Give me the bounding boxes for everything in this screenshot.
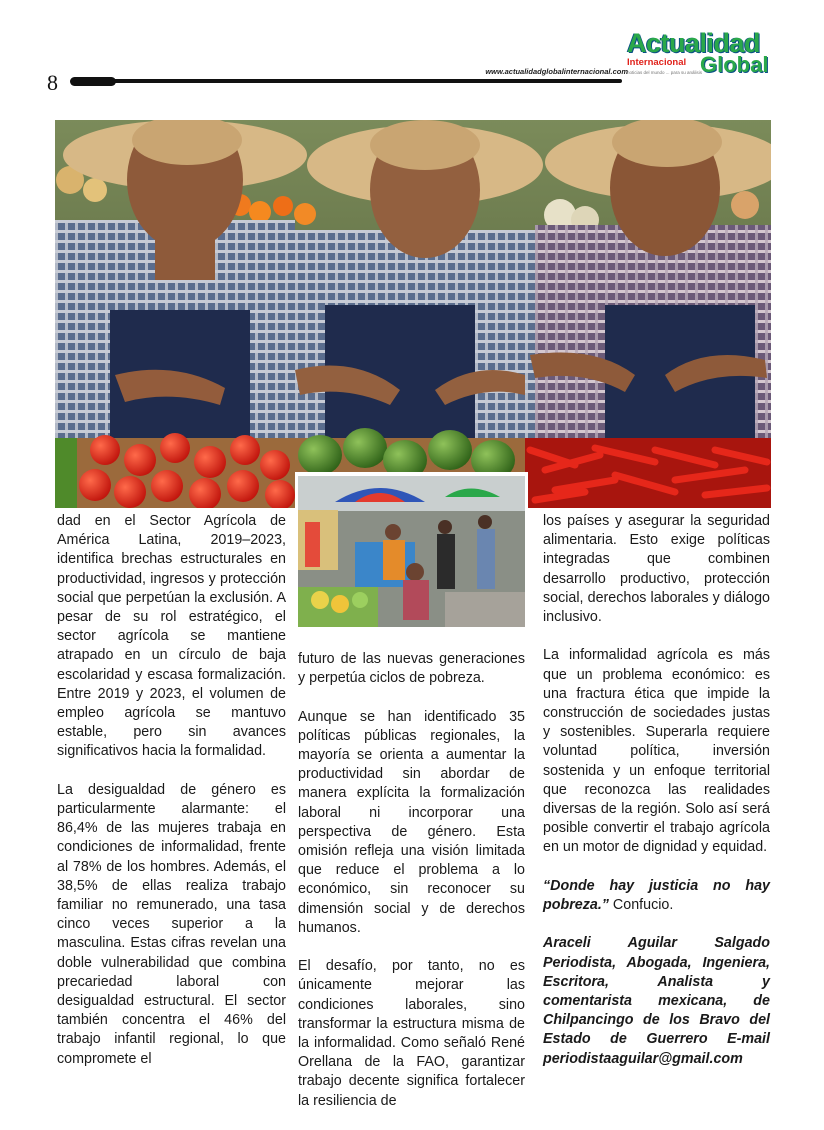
- paragraph: futuro de las nuevas generaciones y perpetúa ciclos de pobreza.: [298, 651, 525, 687]
- paragraph: El desafío, por tanto, no es únicamente mejorar las condiciones laborales, sino transformar la estructura misma de la informalidad. Como señaló René Orellana de la FAO, garantizar trabajo decente significa fortalecer la resiliencia de: [298, 958, 525, 1109]
- paragraph: los países y asegurar la seguridad alimentaria. Esto exige políticas integradas que combinen desarrollo productivo, protección social, derechos laborales y diálogo inclusivo.: [543, 513, 770, 626]
- header-rule-cap: [70, 77, 116, 86]
- article-column-3: [543, 512, 770, 1088]
- article-column-1: [57, 512, 286, 1088]
- hero-photo: [55, 120, 771, 508]
- paragraph: dad en el Sector Agrícola de América Latina, 2019–2023, identifica brechas estructurales en productividad, ingresos y protección social que perpetúan la exclusión. A pesar de su rol estratégico, el sector agrícola se mantiene atrapado en un círculo de baja escolaridad y escasa formalización. Entre 2019 y 2023, el volumen de empleo agrícola se mantuvo estable, pero sin avances significativos hacia la formalidad.: [57, 513, 286, 760]
- paragraph: Aunque se han identificado 35 políticas públicas regionales, la mayoría se orienta a aumentar la productividad sin abordar de manera explícita la formalización laboral ni incorporar una perspectiva de género. Esta omisión refleja una visión limitada que reduce el problema a lo económico, sin reconocer su dimensión social y de derechos humanos.: [298, 708, 525, 936]
- inset-photo: [295, 472, 528, 630]
- logo-tagline: noticias del mundo ... para su análisis: [627, 70, 703, 75]
- logo-sub: Internacional: [627, 57, 687, 68]
- logo-word-global: Global: [700, 52, 769, 77]
- article-column-2: [298, 650, 525, 1130]
- quote-text: “Donde hay justicia no hay pobreza.”: [543, 877, 770, 914]
- quote-line: [543, 877, 770, 915]
- publication-logo: [624, 28, 774, 80]
- paragraph: La desigualdad de género es particularmente alarmante: el 86,4% de las mujeres trabaja en condiciones de informalidad, frente al 78% de los hombres. Además, el 38,5% de ellas realiza trabajo familiar no remunerado, una tasa cinco veces superior a la masculina. Estas cifras revelan una doble vulnerabilidad que combina precariedad laboral con desigualdad estructural. El sector también concentra el 46% del trabajo infantil regional, lo que compromete el: [57, 781, 286, 1067]
- quote-author: Confucio.: [612, 897, 674, 914]
- paragraph: La informalidad agrícola es más que un problema económico: es una fractura ética que impide la construcción de sociedades justas y sostenibles. Superarla requiere voluntad política, inversión sostenida y un enfoque territorial que reconozca las realidades diversas de la región. Solo así será posible convertir el trabajo agrícola en un motor de dignidad y equidad.: [543, 647, 770, 856]
- page-number: 8: [47, 70, 58, 95]
- site-url[interactable]: www.actualidadglobalinternacional.com: [485, 67, 628, 76]
- author-signature: Araceli Aguilar Salgado Periodista, Abogada, Ingeniera, Escritora, Analista y comentarista mexicana, de Chilpancingo de los Bravo del Estado de Guerrero E-mail periodistaaguilar@gmail.com: [543, 935, 770, 1067]
- header-rule: [108, 79, 622, 83]
- logo-word: Actualidad: [627, 28, 761, 58]
